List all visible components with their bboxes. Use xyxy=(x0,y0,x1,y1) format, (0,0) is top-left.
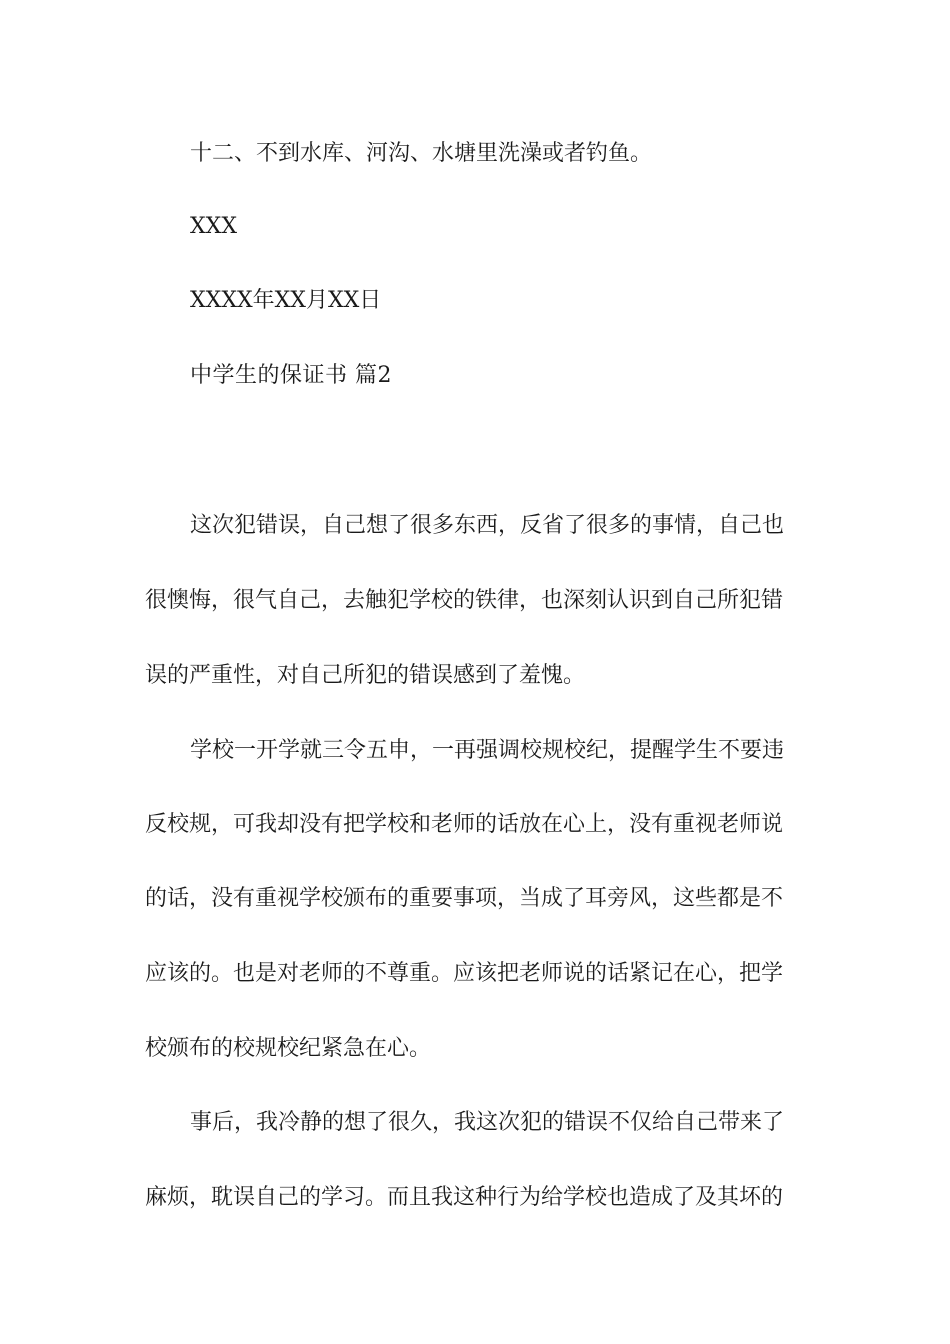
paragraph-line: 校颁布的校规校纪紧急在心。 xyxy=(145,1036,432,1061)
paragraph-line: 应该的。也是对老师的不尊重。应该把老师说的话紧记在心，把学 xyxy=(145,961,784,986)
paragraph-line: 的话，没有重视学校颁布的重要事项，当成了耳旁风，这些都是不 xyxy=(145,886,784,911)
paragraph-line: 这次犯错误，自己想了很多东西，反省了很多的事情，自己也 xyxy=(190,513,785,538)
signature-date: XXXX年XX月XX日 xyxy=(190,288,382,313)
paragraph-line: 麻烦，耽误自己的学习。而且我这种行为给学校也造成了及其坏的 xyxy=(145,1185,784,1210)
signature-name: XXX xyxy=(190,214,237,239)
paragraph-line: 学校一开学就三令五申，一再强调校规校纪，提醒学生不要违 xyxy=(190,738,785,763)
paragraph-line: 误的严重性，对自己所犯的错误感到了羞愧。 xyxy=(145,663,586,688)
paragraph-line: 事后，我冷静的想了很久，我这次犯的错误不仅给自己带来了 xyxy=(190,1110,785,1135)
paragraph-line: 很懊悔，很气自己，去触犯学校的铁律，也深刻认识到自己所犯错 xyxy=(145,588,784,613)
paragraph-line: 反校规，可我却没有把学校和老师的话放在心上，没有重视老师说 xyxy=(145,812,784,837)
rule-item-twelve: 十二、不到水库、河沟、水塘里洗澡或者钓鱼。 xyxy=(190,141,653,166)
section-heading: 中学生的保证书 篇2 xyxy=(190,363,392,388)
